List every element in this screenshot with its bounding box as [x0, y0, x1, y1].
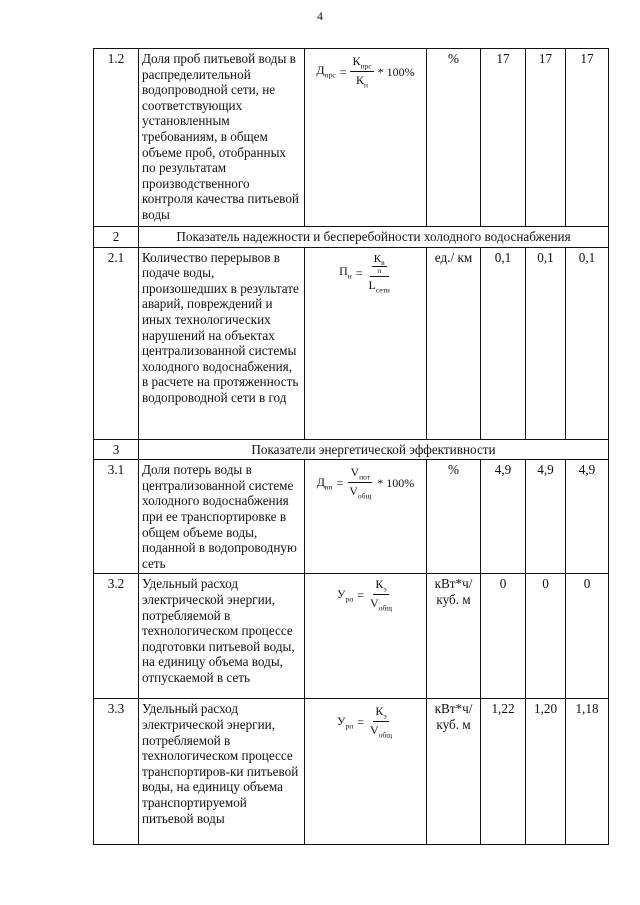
formula-fraction	[366, 578, 396, 612]
row-number: 3.2	[94, 574, 139, 699]
value-cell: 1,22	[481, 699, 526, 845]
formula-numerator-sub: э	[383, 584, 387, 594]
value-cell: 4,9	[566, 460, 609, 574]
value-cell: 17	[526, 49, 566, 227]
table-row	[94, 49, 609, 227]
value-cell: 0,1	[566, 247, 609, 439]
value-cell: 1,20	[526, 699, 566, 845]
formula-numerator: V	[350, 465, 360, 480]
section-row	[94, 227, 609, 248]
value-cell: 4,9	[526, 460, 566, 574]
table-row	[94, 699, 609, 845]
value-cell: 0	[566, 574, 609, 699]
formula-numerator: К	[375, 704, 384, 719]
indicators-table	[93, 48, 609, 845]
formula-fraction	[366, 705, 396, 739]
formula-denominator: К	[356, 72, 365, 87]
formula-lhs-sub: н	[347, 271, 352, 281]
formula-numerator-nested	[372, 254, 387, 276]
formula-denominator: V	[370, 723, 379, 738]
formula-lhs-sub: прс	[324, 70, 336, 80]
formula-denominator-sub: сети	[375, 285, 390, 295]
table-row	[94, 247, 609, 439]
formula-denominator: L	[368, 278, 376, 293]
row-number: 3.1	[94, 460, 139, 574]
formula-equals: =	[339, 64, 347, 79]
formula-denominator-sub: общ	[357, 491, 372, 501]
table-row	[94, 460, 609, 574]
row-number: 3.3	[94, 699, 139, 845]
formula-numerator: К	[375, 577, 384, 592]
table-row	[94, 574, 609, 699]
unit-cell: %	[427, 460, 481, 574]
formula	[308, 252, 423, 295]
section-number: 2	[94, 227, 139, 248]
formula-lhs-sub: вп	[324, 482, 333, 492]
formula-lhs: Д	[316, 63, 325, 78]
value-cell: 4,9	[481, 460, 526, 574]
unit-cell: %	[427, 49, 481, 227]
formula-equals: =	[357, 715, 365, 730]
formula-multiplier: * 100%	[377, 64, 415, 79]
value-cell: 17	[481, 49, 526, 227]
formula	[308, 578, 423, 612]
formula-equals: =	[336, 476, 344, 491]
formula-multiplier: * 100%	[377, 476, 415, 491]
value-cell: 0	[526, 574, 566, 699]
indicator-name: Доля потерь воды в централизованной системе холодного водоснабжения при ее транспортировке в общем объеме воды, поданной в водопроводную сеть	[139, 460, 305, 574]
formula-lhs: У	[336, 713, 346, 728]
value-cell: 0	[481, 574, 526, 699]
formula-numerator-under: п	[377, 267, 382, 276]
formula-cell	[305, 49, 427, 227]
formula-lhs: П	[339, 264, 348, 279]
formula-denominator-sub: общ	[378, 603, 393, 613]
formula-denominator: V	[349, 484, 358, 499]
row-number: 1.2	[94, 49, 139, 227]
formula-numerator-sub: в	[381, 257, 385, 267]
unit-cell: кВт*ч/ куб. м	[427, 699, 481, 845]
section-title: Показатели энергетической эффективности	[139, 439, 609, 460]
formula-numerator: К	[352, 54, 361, 68]
formula-denominator: V	[370, 596, 379, 611]
formula-cell	[305, 247, 427, 439]
formula-equals: =	[355, 265, 363, 280]
value-cell: 0,1	[526, 247, 566, 439]
formula-fraction	[345, 466, 375, 500]
indicator-name: Доля проб питьевой воды в распределительной водопроводной сети, не соответствующих установленным требованиям, в общем объеме проб, отобранных по результатам производственного контроля качества питьевой воды	[139, 49, 305, 227]
page-number: 4	[317, 9, 323, 23]
formula-lhs-sub: рп	[345, 594, 354, 604]
formula-lhs: Д	[316, 474, 325, 489]
value-cell: 1,18	[566, 699, 609, 845]
formula-cell	[305, 574, 427, 699]
formula-numerator-sub: э	[383, 711, 387, 721]
formula	[308, 55, 423, 89]
formula-fraction	[348, 55, 375, 89]
unit-cell: ед./ км	[427, 247, 481, 439]
indicator-name: Удельный расход электрической энергии, потребляемой в технологическом процессе транспортиров-ки питьевой воды, на единицу объема транспортируемой питьевой воды	[139, 699, 305, 845]
formula-lhs-sub: рп	[345, 721, 354, 731]
indicator-name: Удельный расход электрической энергии, потребляемой в технологическом процессе подготовки питьевой воды, на единицу объема воды, отпускаемой в сеть	[139, 574, 305, 699]
formula-numerator: К	[373, 252, 382, 265]
formula-fraction	[365, 252, 394, 295]
section-title: Показатель надежности и бесперебойности холодного водоснабжения	[139, 227, 609, 248]
formula-equals: =	[357, 588, 365, 603]
formula-numerator-sub: прс	[360, 61, 372, 71]
unit-cell: кВт*ч/ куб. м	[427, 574, 481, 699]
value-cell: 0,1	[481, 247, 526, 439]
section-number: 3	[94, 439, 139, 460]
section-row	[94, 439, 609, 460]
formula	[308, 466, 423, 500]
formula-cell	[305, 460, 427, 574]
formula-denominator-sub: п	[364, 80, 369, 90]
formula-cell	[305, 699, 427, 845]
formula	[308, 705, 423, 739]
formula-denominator-sub: общ	[378, 730, 393, 740]
indicator-name: Количество перерывов в подаче воды, произошедших в результате аварий, повреждений и иных технологических нарушений на объектах централизованной системы холодного водоснабжения, в расчете на протяженность водопроводной сети в год	[139, 247, 305, 439]
row-number: 2.1	[94, 247, 139, 439]
formula-numerator-sub: пот	[359, 472, 371, 482]
formula-lhs: У	[336, 586, 346, 601]
value-cell: 17	[566, 49, 609, 227]
